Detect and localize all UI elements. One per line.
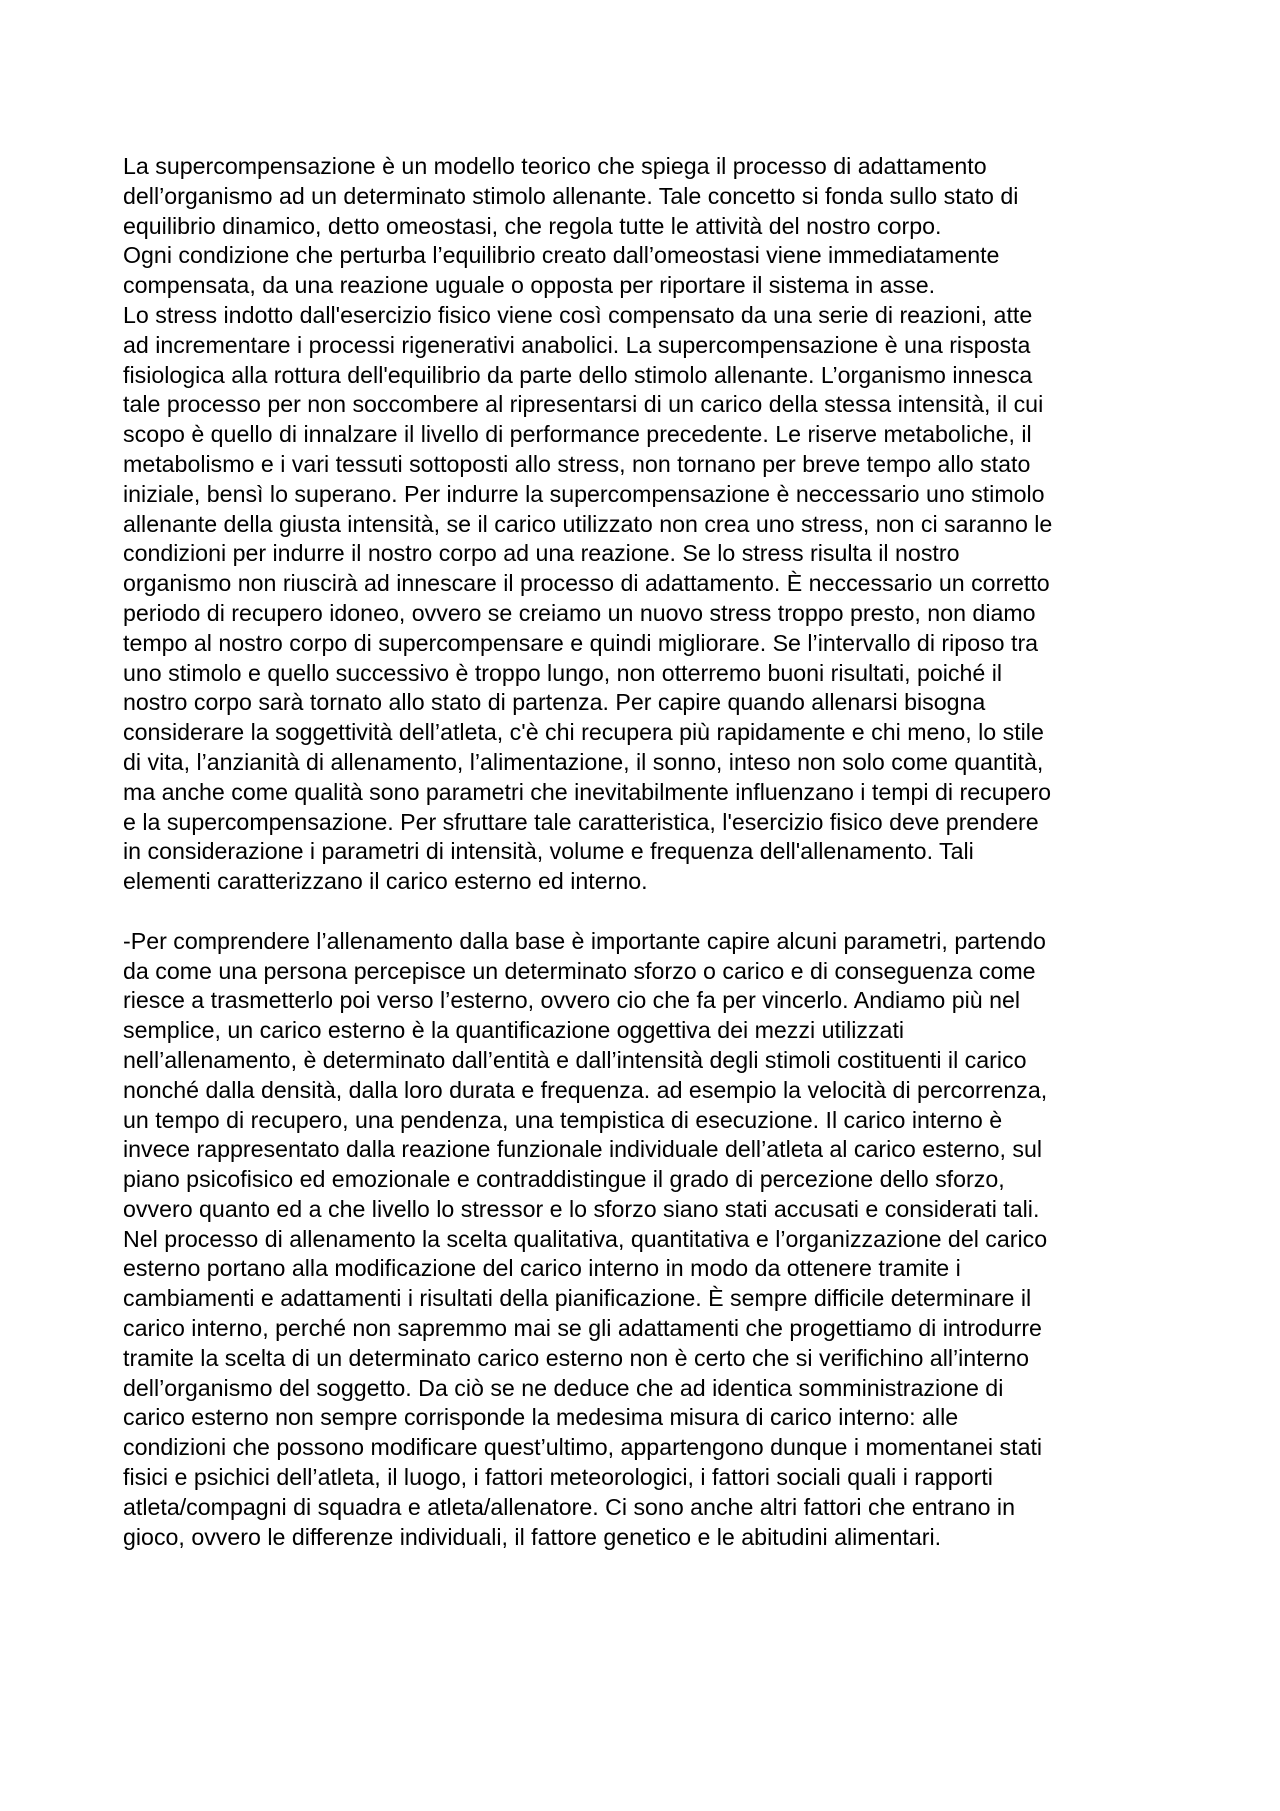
text-line: -Per comprendere l’allenamento dalla base è importante capire alcuni parametri, partendo <box>123 927 1046 954</box>
text-line: e la supercompensazione. Per sfruttare tale caratteristica, l'esercizio fisico deve prendere <box>123 808 1039 835</box>
text-line: tramite la scelta di un determinato carico esterno non è certo che si verifichino all’interno <box>123 1344 1030 1371</box>
text-line: fisiologica alla rottura dell'equilibrio da parte dello stimolo allenante. L’organismo innesca <box>123 361 1033 388</box>
text-line: cambiamenti e adattamenti i risultati della pianificazione. È sempre difficile determinare il <box>123 1285 1032 1312</box>
text-line: semplice, un carico esterno è la quantificazione oggettiva dei mezzi utilizzati <box>123 1017 905 1044</box>
text-line: ad incrementare i processi rigenerativi anabolici. La supercompensazione è una risposta <box>123 331 1031 358</box>
text-line: uno stimolo e quello successivo è troppo lungo, non otterremo buoni risultati, poiché il <box>123 659 1003 686</box>
text-line: periodo di recupero idoneo, ovvero se creiamo un nuovo stress troppo presto, non diamo <box>123 599 1036 626</box>
text-line: tempo al nostro corpo di supercompensare e quindi migliorare. Se l’intervallo di riposo tra <box>123 629 1039 656</box>
text-line: di vita, l’anzianità di allenamento, l’alimentazione, il sonno, inteso non solo come quantità, <box>123 748 1044 775</box>
paragraph-carico-esterno-interno <box>123 927 1163 1553</box>
text-line: La supercompensazione è un modello teorico che spiega il processo di adattamento <box>123 153 987 179</box>
text-line: ovvero quanto ed a che livello lo stressor e lo sforzo siano stati accusati e considerati tali. <box>123 1195 1040 1222</box>
text-line: nostro corpo sarà tornato allo stato di partenza. Per capire quando allenarsi bisogna <box>123 689 986 716</box>
text-line: tale processo per non soccombere al ripresentarsi di un carico della stessa intensità, il cui <box>123 391 1044 418</box>
text-line: elementi caratterizzano il carico esterno ed interno. <box>123 868 648 895</box>
text-line: dell’organismo del soggetto. Da ciò se ne deduce che ad identica somministrazione di <box>123 1374 1004 1401</box>
text-line: nonché dalla densità, dalla loro durata e frequenza. ad esempio la velocità di percorrenza, <box>123 1076 1048 1103</box>
text-line: Ogni condizione che perturba l’equilibrio creato dall’omeostasi viene immediatamente <box>123 242 1000 269</box>
text-line: fisici e psichici dell’atleta, il luogo, i fattori meteorologici, i fattori sociali quali i rapporti <box>123 1464 993 1491</box>
text-line: compensata, da una reazione uguale o opposta per riportare il sistema in asse. <box>123 272 936 299</box>
text-line: da come una persona percepisce un determinato sforzo o carico e di conseguenza come <box>123 957 1036 984</box>
text-line: atleta/compagni di squadra e atleta/allenatore. Ci sono anche altri fattori che entrano in <box>123 1493 1015 1520</box>
text-line: invece rappresentato dalla reazione funzionale individuale dell’atleta al carico esterno, sul <box>123 1136 1043 1163</box>
text-line: riesce a trasmetterlo poi verso l’esterno, ovvero cio che fa per vincerlo. Andiamo più nel <box>123 987 1021 1014</box>
text-line: condizioni per indurre il nostro corpo ad una reazione. Se lo stress risulta il nostro <box>123 540 960 567</box>
text-line: condizioni che possono modificare quest’ultimo, appartengono dunque i momentanei stati <box>123 1434 1043 1461</box>
text-line: Lo stress indotto dall'esercizio fisico viene così compensato da una serie di reazioni, atte <box>123 301 1033 328</box>
text-line: allenante della giusta intensità, se il carico utilizzato non crea uno stress, non ci saranno le <box>123 510 1053 537</box>
text-line: scopo è quello di innalzare il livello di performance precedente. Le riserve metaboliche, il <box>123 421 1032 448</box>
text-line: Nel processo di allenamento la scelta qualitativa, quantitativa e l’organizzazione del carico <box>123 1225 1048 1252</box>
paragraph-spacer <box>123 897 1163 927</box>
text-line: esterno portano alla modificazione del carico interno in modo da ottenere tramite i <box>123 1255 961 1282</box>
text-line: piano psicofisico ed emozionale e contraddistingue il grado di percezione dello sforzo, <box>123 1166 1005 1193</box>
text-line: iniziale, bensì lo superano. Per indurre la supercompensazione è neccessario uno stimolo <box>123 480 1045 507</box>
text-line: gioco, ovvero le differenze individuali, il fattore genetico e le abitudini alimentari. <box>123 1523 942 1550</box>
text-line: ma anche come qualità sono parametri che inevitabilmente influenzano i tempi di recupero <box>123 778 1052 805</box>
text-line: carico esterno non sempre corrisponde la medesima misura di carico interno: alle <box>123 1404 959 1431</box>
text-line: nell’allenamento, è determinato dall’entità e dall’intensità degli stimoli costituenti il carico <box>123 1046 1027 1073</box>
text-line: dell’organismo ad un determinato stimolo allenante. Tale concetto si fonda sullo stato di <box>123 182 1019 209</box>
text-line: organismo non riuscirà ad innescare il processo di adattamento. È neccessario un corretto <box>123 570 1050 597</box>
text-line: in considerazione i parametri di intensità, volume e frequenza dell'allenamento. Tali <box>123 838 974 865</box>
text-line: equilibrio dinamico, detto omeostasi, che regola tutte le attività del nostro corpo. <box>123 212 942 239</box>
paragraph-supercompensazione <box>123 152 1163 897</box>
text-line: metabolismo e i vari tessuti sottoposti allo stress, non tornano per breve tempo allo stato <box>123 450 1031 477</box>
document-body <box>123 152 1163 1552</box>
text-line: un tempo di recupero, una pendenza, una tempistica di esecuzione. Il carico interno è <box>123 1106 1003 1133</box>
text-line: considerare la soggettività dell’atleta, c'è chi recupera più rapidamente e chi meno, lo stile <box>123 719 1044 746</box>
text-line: carico interno, perché non sapremmo mai se gli adattamenti che progettiamo di introdurre <box>123 1315 1042 1342</box>
